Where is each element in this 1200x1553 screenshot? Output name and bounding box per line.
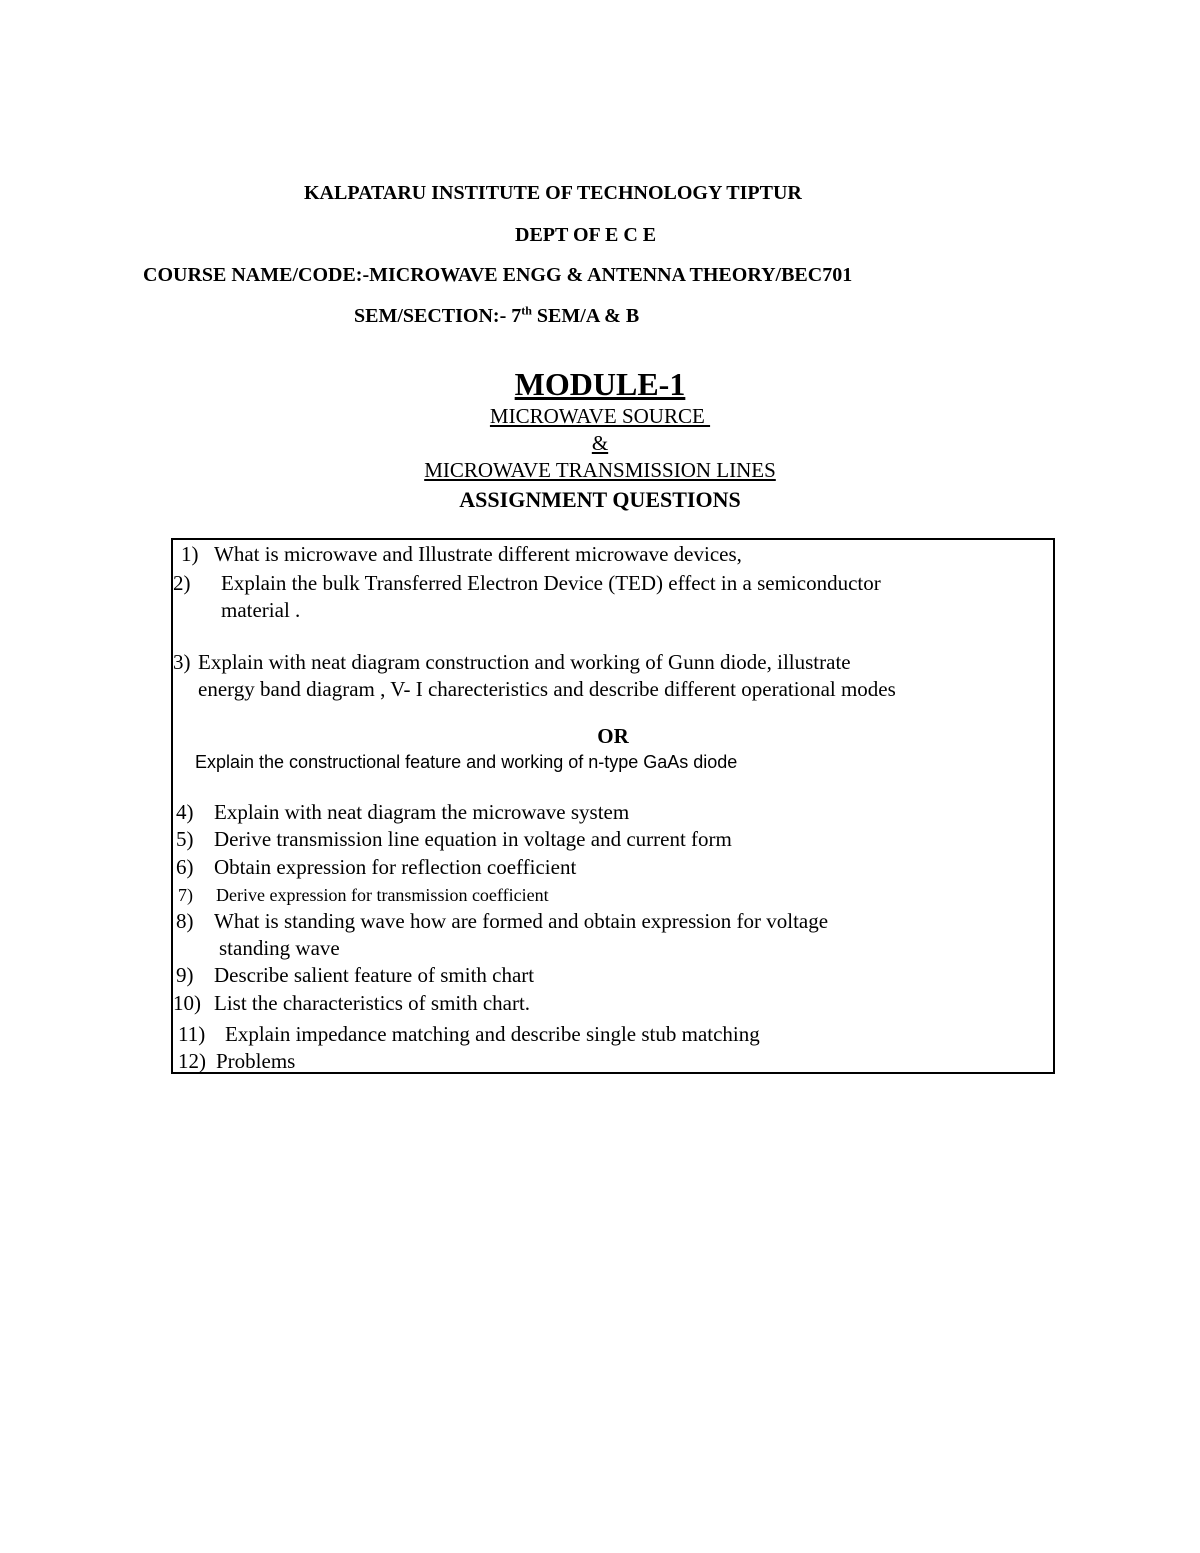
topic-line-1: MICROWAVE SOURCE: [489, 404, 711, 428]
question-number: 12): [178, 1049, 206, 1073]
question-text: Problems: [216, 1049, 296, 1073]
question-text: Obtain expression for reflection coefficient: [214, 855, 577, 879]
question-number: 1): [181, 542, 199, 566]
question-2-continued: material .: [221, 598, 301, 622]
question-number: 5): [176, 827, 194, 851]
question-number: 8): [176, 909, 194, 933]
question-3-alternative: Explain the constructional feature and working of n-type GaAs diode: [195, 752, 738, 772]
question-text: What is microwave and Illustrate different microwave devices,: [214, 542, 742, 566]
question-7: [178, 886, 549, 904]
questions-box: [171, 538, 1055, 1074]
question-text: Explain with neat diagram the microwave system: [214, 800, 630, 824]
question-2: [173, 573, 881, 594]
or-separator: OR: [597, 724, 629, 748]
question-text: Describe salient feature of smith chart: [214, 963, 535, 987]
question-6: [176, 857, 576, 878]
question-8-continued: standing wave: [219, 936, 340, 960]
sem-section: [354, 305, 639, 328]
institute-name: KALPATARU INSTITUTE OF TECHNOLOGY TIPTUR: [304, 182, 802, 204]
question-number: 4): [176, 800, 194, 824]
sem-superscript: th: [521, 303, 532, 318]
question-11: [178, 1024, 760, 1045]
question-text: Explain the bulk Transferred Electron Device (TED) effect in a semiconductor: [221, 571, 881, 595]
sem-prefix: SEM/SECTION:- 7: [354, 305, 522, 327]
question-text: Derive expression for transmission coefficient: [216, 885, 549, 905]
question-text: Explain with neat diagram construction and working of Gunn diode, illustrate: [198, 650, 851, 674]
question-8: [176, 911, 828, 932]
question-1: [181, 544, 742, 565]
question-text: What is standing wave how are formed and obtain expression for voltage: [214, 909, 829, 933]
question-text: List the characteristics of smith chart.: [214, 991, 531, 1015]
question-number: 9): [176, 963, 194, 987]
module-title: MODULE-1: [514, 366, 686, 402]
question-number: 2): [173, 571, 191, 595]
department: DEPT OF E C E: [515, 224, 657, 246]
topic-ampersand: &: [591, 431, 609, 455]
question-number: 3): [173, 650, 191, 674]
question-9: [176, 965, 534, 986]
question-text: Derive transmission line equation in voltage and current form: [214, 827, 732, 851]
question-10: [173, 993, 530, 1014]
question-3: [173, 652, 851, 673]
course-name-code: COURSE NAME/CODE:-MICROWAVE ENGG & ANTENNA THEORY/BEC701: [143, 264, 853, 286]
question-3-continued: energy band diagram , V- I charecteristics and describe different operational modes: [198, 677, 896, 701]
question-4: [176, 802, 629, 823]
question-text: Explain impedance matching and describe single stub matching: [225, 1022, 760, 1046]
question-number: 6): [176, 855, 194, 879]
sem-suffix: SEM/A & B: [531, 305, 640, 327]
question-number: 10): [173, 991, 201, 1015]
question-number: 7): [178, 885, 193, 905]
question-12: [178, 1051, 295, 1072]
question-number: 11): [178, 1022, 206, 1046]
topic-line-2: MICROWAVE TRANSMISSION LINES: [424, 458, 776, 482]
assignment-heading: ASSIGNMENT QUESTIONS: [459, 487, 741, 512]
question-5: [176, 829, 732, 850]
